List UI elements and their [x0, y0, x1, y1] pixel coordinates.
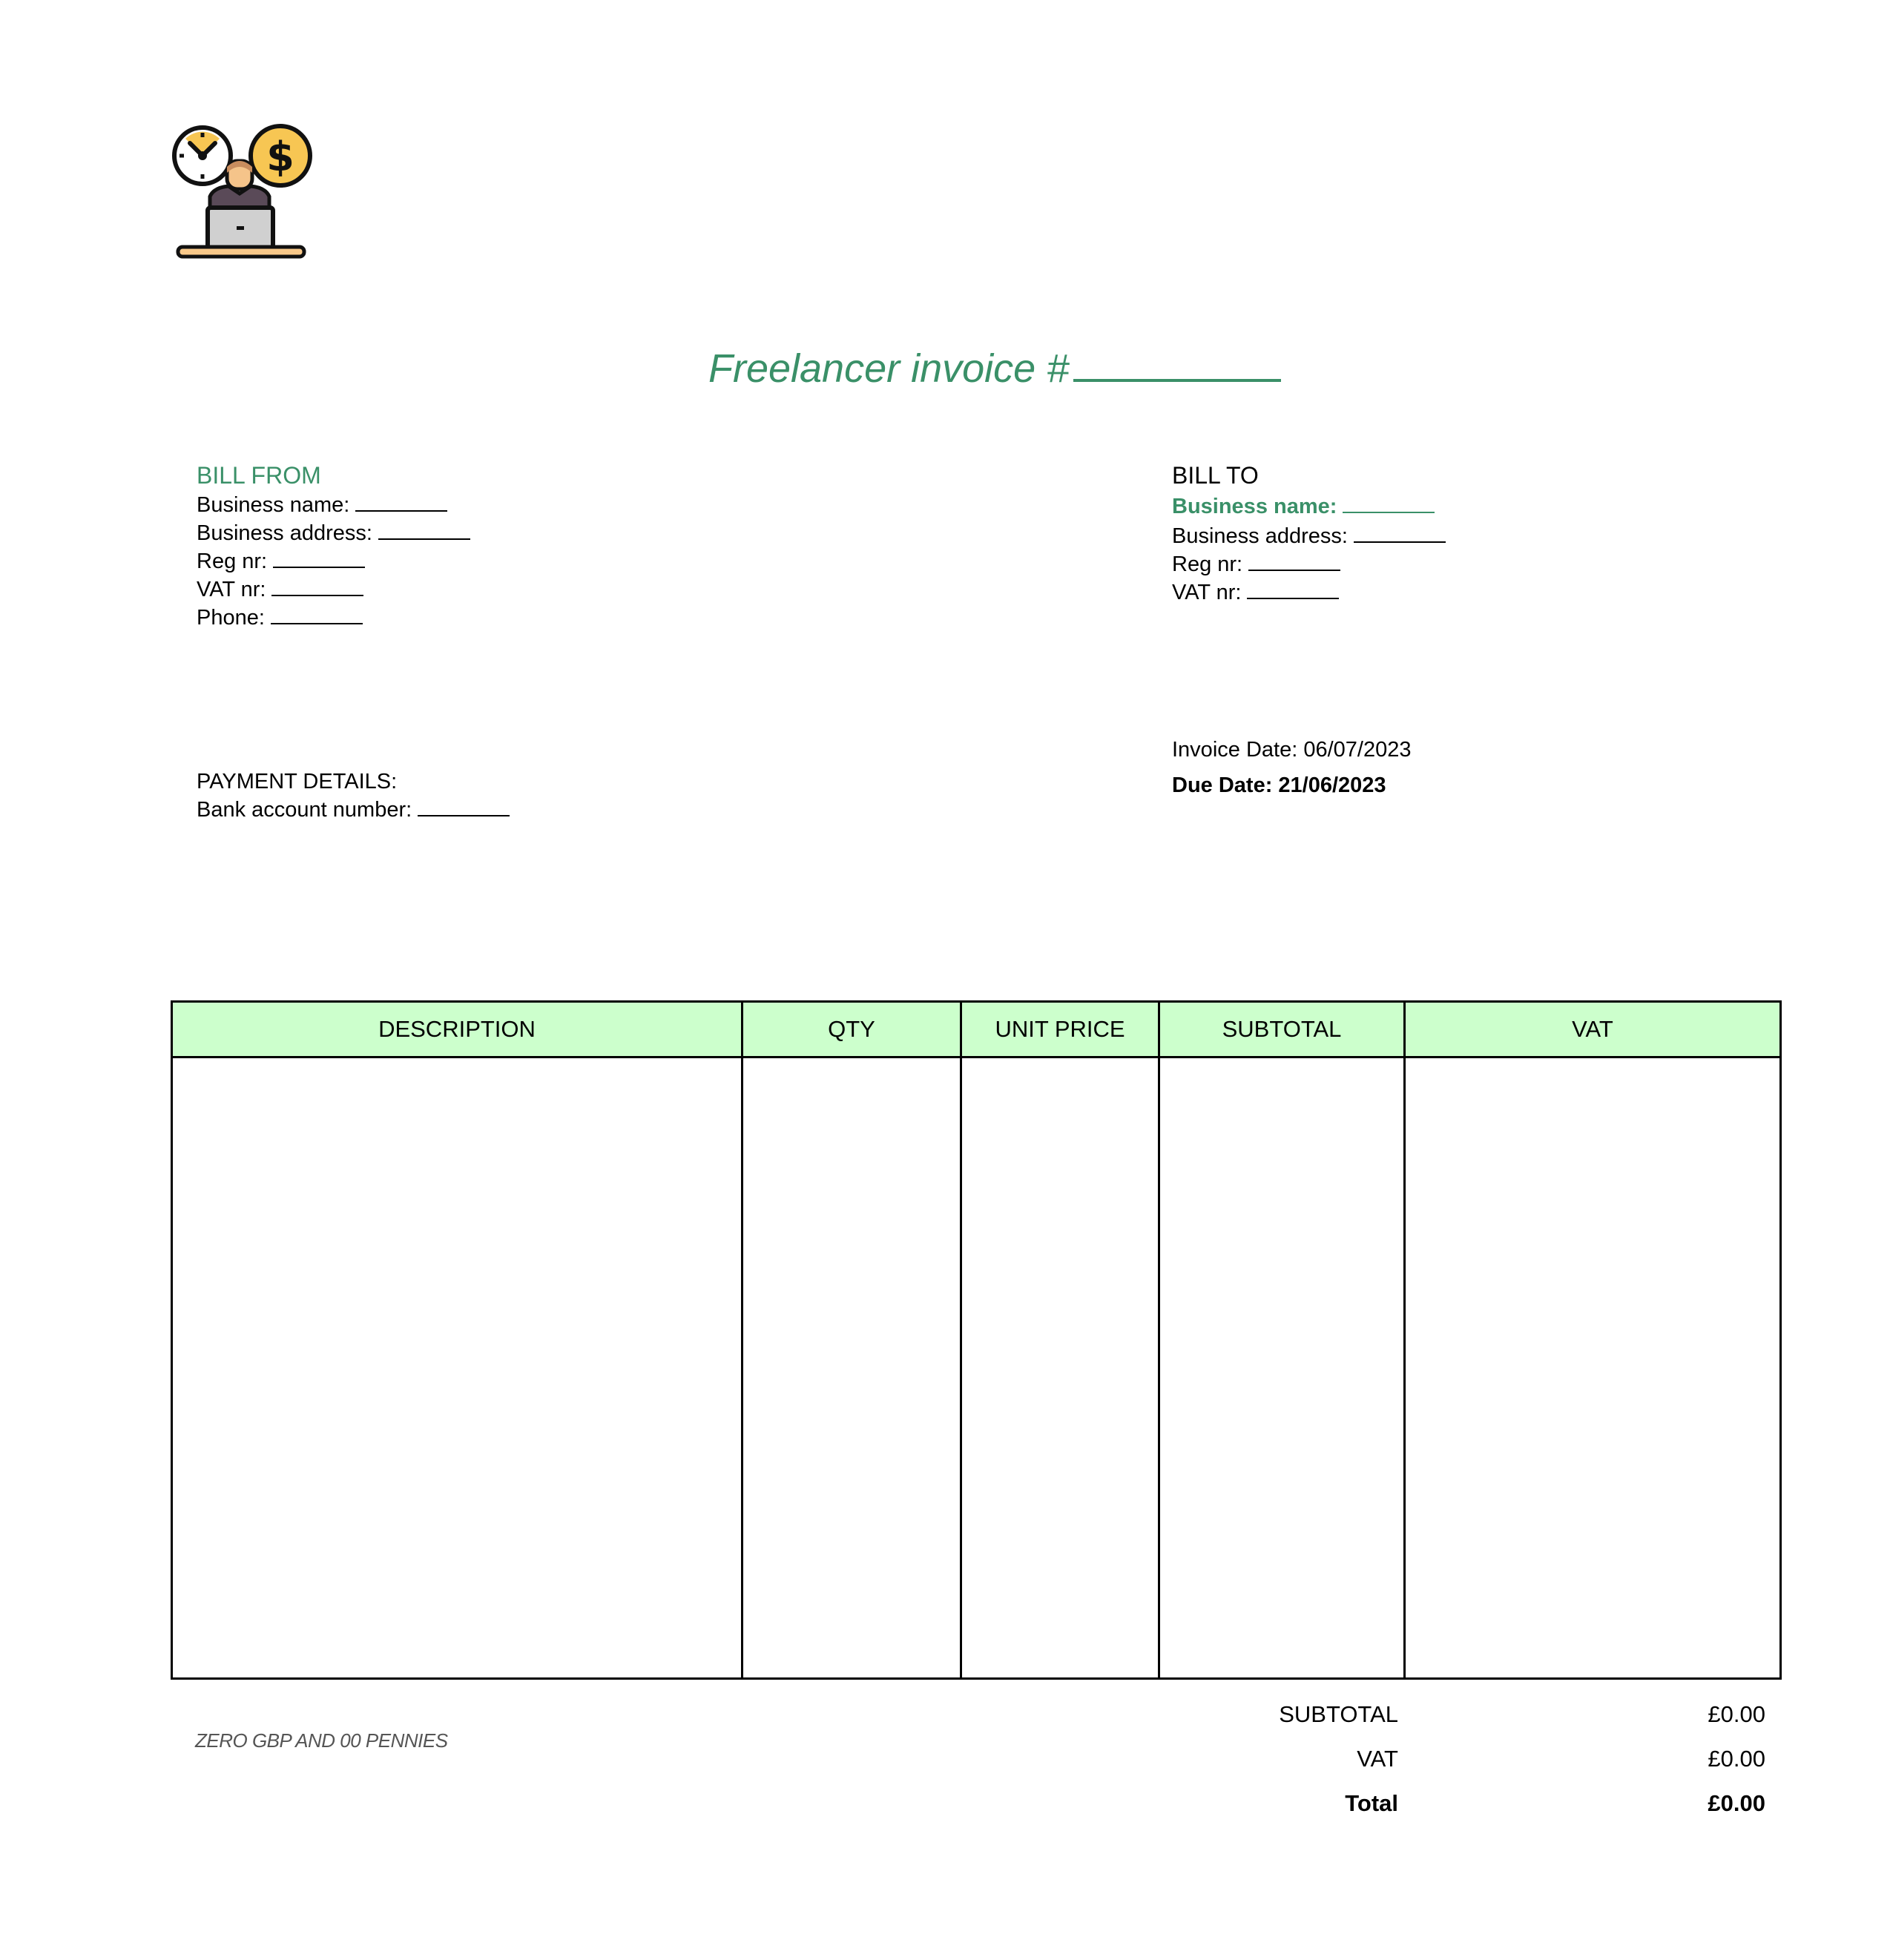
unit-price-cell[interactable]: [961, 1057, 1159, 1679]
business-address-field[interactable]: [1354, 524, 1446, 543]
freelancer-logo-icon: [169, 122, 314, 263]
totals-labels: [1261, 1692, 1398, 1826]
qty-cell[interactable]: [742, 1057, 961, 1679]
vat-value: £0.00: [1708, 1746, 1765, 1772]
dollar-coin-icon: [251, 126, 310, 185]
bill-from-business-name: [197, 491, 470, 519]
reg-nr-field[interactable]: [273, 549, 365, 568]
bank-account: [197, 796, 510, 824]
business-name-field[interactable]: [1343, 494, 1435, 513]
due-date: [1172, 768, 1411, 803]
bill-to-business-name: [1172, 491, 1446, 522]
bank-account-field[interactable]: [418, 797, 510, 816]
dates-section: [1172, 732, 1411, 803]
field-label: Reg nr:: [197, 550, 268, 573]
field-label: Reg nr:: [1172, 552, 1243, 576]
due-date-value[interactable]: 21/06/2023: [1278, 773, 1386, 797]
payment-heading: PAYMENT DETAILS:: [197, 770, 398, 793]
invoice-date-value[interactable]: 06/07/2023: [1303, 738, 1412, 762]
column-header-subtotal: SUBTOTAL: [1159, 1002, 1405, 1057]
svg-text:$: $: [266, 133, 294, 180]
laptop-icon: [178, 208, 304, 257]
bill-to-reg-nr: [1172, 550, 1446, 578]
subtotal-label: SUBTOTAL: [1279, 1701, 1398, 1727]
subtotal-cell[interactable]: [1159, 1057, 1405, 1679]
total-value: £0.00: [1708, 1790, 1765, 1816]
invoice-title-text: Freelancer invoice #: [708, 346, 1070, 391]
table-row: [172, 1057, 1781, 1679]
field-label: VAT nr:: [197, 578, 266, 601]
business-address-field[interactable]: [378, 521, 470, 540]
total-label: Total: [1345, 1790, 1398, 1816]
reg-nr-field[interactable]: [1248, 552, 1340, 571]
due-date-label: Due Date:: [1172, 773, 1273, 797]
business-name-field[interactable]: [355, 492, 447, 512]
field-label: Business address:: [197, 521, 372, 545]
bill-to-section: [1172, 460, 1446, 607]
field-label: Business name:: [1172, 495, 1337, 518]
table-header-row: [172, 1002, 1781, 1057]
amount-in-words: ZERO GBP AND 00 PENNIES: [195, 1729, 448, 1752]
line-items-table: [171, 1000, 1782, 1680]
bill-from-section: [197, 460, 470, 632]
bill-to-vat-nr: [1172, 578, 1446, 607]
field-label: Business address:: [1172, 524, 1348, 548]
column-header-vat: VAT: [1405, 1002, 1781, 1057]
column-header-qty: QTY: [742, 1002, 961, 1057]
description-cell[interactable]: [172, 1057, 742, 1679]
vat-label: VAT: [1357, 1746, 1398, 1772]
column-header-description: DESCRIPTION: [172, 1002, 742, 1057]
bill-to-heading: BILL TO: [1172, 462, 1259, 489]
bank-account-label: Bank account number:: [197, 798, 412, 822]
field-label: VAT nr:: [1172, 581, 1242, 604]
clock-icon: [174, 128, 231, 184]
bill-from-phone: [197, 604, 470, 632]
phone-field[interactable]: [271, 605, 363, 624]
invoice-title: [708, 343, 1281, 395]
field-label: Business name:: [197, 493, 350, 517]
invoice-date: [1172, 732, 1411, 768]
invoice-date-label: Invoice Date:: [1172, 738, 1298, 762]
bill-to-business-address: [1172, 522, 1446, 550]
totals-values: [1632, 1692, 1765, 1826]
subtotal-value: £0.00: [1708, 1701, 1765, 1727]
vat-nr-field[interactable]: [271, 577, 363, 596]
payment-section: [197, 768, 510, 824]
vat-cell[interactable]: [1405, 1057, 1781, 1679]
bill-from-reg-nr: [197, 547, 470, 575]
bill-from-business-address: [197, 519, 470, 547]
field-label: Phone:: [197, 606, 265, 630]
column-header-unit-price: UNIT PRICE: [961, 1002, 1159, 1057]
bill-from-heading: BILL FROM: [197, 462, 321, 489]
vat-nr-field[interactable]: [1247, 580, 1339, 599]
bill-from-vat-nr: [197, 575, 470, 604]
invoice-number-field[interactable]: [1073, 346, 1281, 382]
